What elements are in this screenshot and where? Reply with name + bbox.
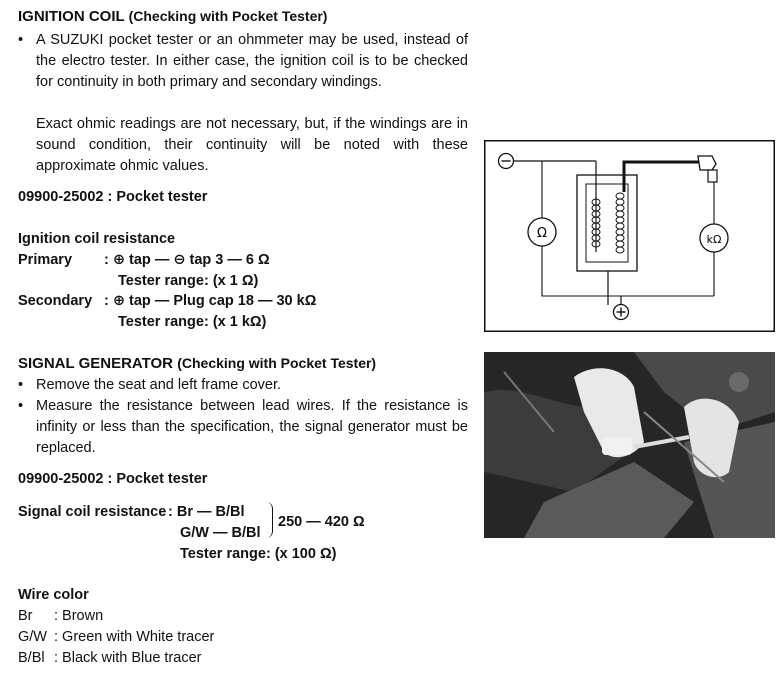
plug-cap-icon [698,156,716,170]
ignition-tool: 09900-25002 : Pocket tester [18,189,208,205]
wire-desc: : Green with White tracer [54,629,215,645]
primary-value: : ⊕ tap — ⊖ tap 3 — 6 Ω [104,252,270,268]
wire-code: G/W [18,629,47,645]
signal-generator-photo [484,352,775,538]
finger-left [602,437,632,455]
wire-desc: : Brown [54,608,104,624]
ignition-paragraph-2: Exact ohmic readings are not necessary, but, if the windings are in sound condition, their continuity will be noted with these approximate ohmic values. [36,116,468,174]
photo-illustration [484,352,775,538]
photo-bolt [729,372,749,392]
signal-title: SIGNAL GENERATOR (Checking with Pocket Tester) [18,355,377,372]
wire-color-title: Wire color [18,587,89,603]
ignition-resistance-title: Ignition coil resistance [18,231,176,247]
primary-range: Tester range: (x 1 Ω) [118,273,259,289]
resistance-brace [266,502,273,538]
ignition-paragraph-1: A SUZUKI pocket tester or an ohmmeter may be used, instead of the electro tester. In either case, the ignition coil is to be checked for continuity in both primary and secondary windings. [36,32,468,90]
bullet-marker: • [18,398,24,414]
bullet-marker: • [18,32,24,48]
wire-code: B/Bl [18,650,45,666]
primary-label: Primary [18,252,73,268]
secondary-value: : ⊕ tap — Plug cap 18 — 30 kΩ [104,293,317,309]
secondary-range: Tester range: (x 1 kΩ) [118,314,267,330]
signal-resistance-label: Signal coil resistance [18,504,167,520]
signal-resistance-value: 250 — 420 Ω [278,514,365,530]
signal-tool: 09900-25002 : Pocket tester [18,471,208,487]
wire-desc: : Black with Blue tracer [54,650,202,666]
plug-cap-terminal [708,170,717,182]
ignition-coil-diagram [484,140,775,332]
ohm-meter-label: Ω [537,226,547,241]
signal-range: Tester range: (x 100 Ω) [180,546,337,562]
signal-bullet-2: Measure the resistance between lead wires. If the resistance is infinity or less than the specification, the signal generator must be replaced. [36,398,468,456]
kohm-meter-label: kΩ [706,233,722,246]
bullet-marker: • [18,377,24,393]
signal-row-2: G/W — B/Bl [180,525,261,541]
signal-row-1: : Br — B/Bl [168,504,245,520]
ignition-title: IGNITION COIL (Checking with Pocket Tester) [18,8,328,25]
signal-bullet-1: Remove the seat and left frame cover. [36,377,282,393]
secondary-label: Secondary [18,293,93,309]
wire-code: Br [18,608,33,624]
